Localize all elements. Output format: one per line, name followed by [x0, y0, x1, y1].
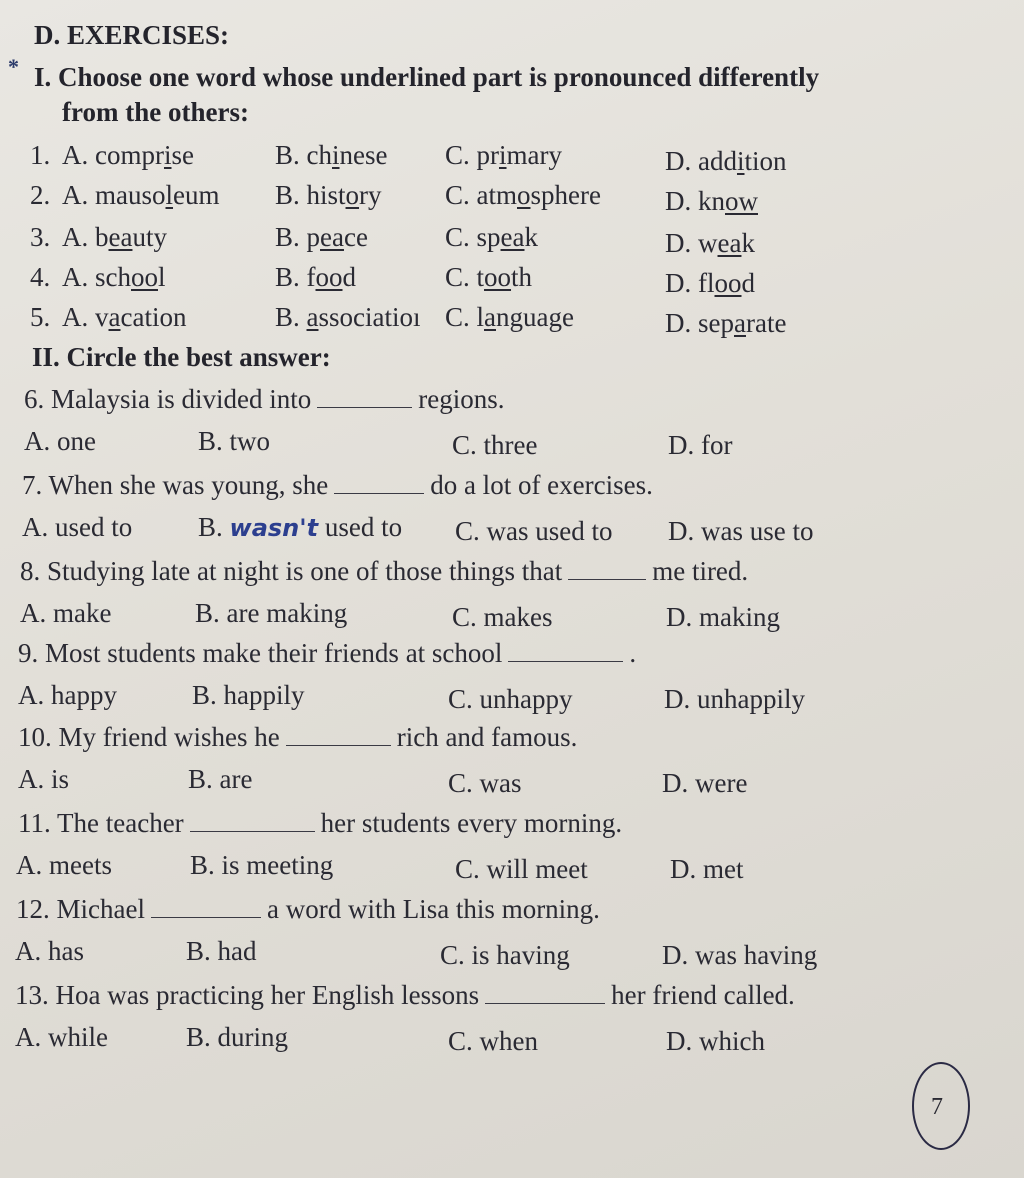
- answer-option-b[interactable]: [195, 598, 347, 629]
- option-text: A. compr: [62, 140, 164, 170]
- option-label: used to: [324, 512, 403, 542]
- question-text: [22, 470, 653, 501]
- underlined-part: oo: [714, 268, 742, 298]
- option-label: D. were: [662, 768, 748, 798]
- underlined-part: a: [734, 308, 746, 338]
- underlined-part: i: [499, 140, 507, 170]
- option-a[interactable]: [62, 302, 186, 333]
- option-text: C. l: [445, 302, 485, 332]
- underlined-part: i: [163, 140, 172, 170]
- option-label: D. met: [670, 854, 744, 884]
- answer-option-b[interactable]: [192, 680, 305, 711]
- answer-option-c[interactable]: [448, 768, 522, 799]
- question-text: [24, 384, 504, 415]
- option-text: B. p: [275, 222, 321, 252]
- option-text: D. add: [665, 146, 737, 176]
- option-text: D. fl: [665, 268, 715, 298]
- option-d[interactable]: [665, 268, 755, 299]
- option-a[interactable]: [62, 222, 167, 253]
- underlined-part: i: [332, 140, 340, 170]
- option-label: C. three: [452, 430, 538, 460]
- option-text: B. hist: [275, 180, 346, 210]
- question-number: 2.: [30, 180, 51, 210]
- option-text: cation: [120, 302, 187, 332]
- option-text: C. sp: [445, 222, 501, 252]
- underlined-part: l: [165, 180, 174, 210]
- option-label: D. was having: [662, 940, 818, 970]
- option-text: k: [524, 222, 538, 252]
- option-label: A. make: [20, 598, 112, 628]
- answer-option-a[interactable]: [22, 512, 132, 543]
- option-b[interactable]: [275, 222, 368, 253]
- option-c[interactable]: [445, 302, 574, 333]
- option-text: ssociatioı: [318, 302, 421, 332]
- underlined-part: a: [108, 302, 121, 332]
- underlined-part: ow: [725, 186, 758, 216]
- answer-blank[interactable]: [190, 830, 315, 832]
- underlined-part: ea: [108, 222, 133, 252]
- option-label: B. happily: [192, 680, 305, 710]
- answer-blank[interactable]: [568, 578, 646, 580]
- answer-option-d[interactable]: [666, 1026, 765, 1057]
- option-c[interactable]: [445, 262, 532, 293]
- answer-option-b[interactable]: [186, 936, 257, 967]
- option-text: eum: [173, 180, 220, 210]
- underlined-part: a: [484, 302, 496, 332]
- option-text: A. b: [62, 222, 109, 252]
- underlined-part: oo: [315, 262, 343, 292]
- option-text: B. f: [275, 262, 316, 292]
- option-d[interactable]: [665, 228, 755, 259]
- question-end: rich and famous.: [396, 722, 578, 752]
- answer-option-d[interactable]: [668, 516, 813, 547]
- part1-heading-cont: from the others:: [62, 97, 249, 127]
- option-d[interactable]: [665, 308, 786, 339]
- option-text: l: [158, 262, 166, 292]
- answer-option-a[interactable]: [24, 426, 96, 457]
- option-label: B. are making: [195, 598, 348, 628]
- option-text: C. t: [445, 262, 485, 292]
- question-stem: 8. Studying late at night is one of those things that: [20, 556, 563, 586]
- option-text: C. atm: [445, 180, 517, 210]
- option-a[interactable]: [62, 180, 220, 211]
- underlined-part: ea: [500, 222, 525, 252]
- answer-option-d[interactable]: [662, 768, 747, 799]
- option-label: C. makes: [452, 602, 553, 632]
- option-a[interactable]: [62, 262, 166, 293]
- option-label: C. was used to: [455, 516, 613, 546]
- answer-option-d[interactable]: [666, 602, 780, 633]
- answer-option-c[interactable]: [452, 430, 537, 461]
- answer-option-a[interactable]: [18, 764, 69, 795]
- option-d[interactable]: [665, 146, 787, 177]
- question-end: her friend called.: [611, 980, 795, 1010]
- option-text: A. v: [62, 302, 109, 332]
- option-text: C. pr: [445, 140, 499, 170]
- handwritten-note: wasn't: [229, 514, 319, 542]
- option-label: A. used to: [22, 512, 133, 542]
- star-mark-icon: *: [8, 54, 19, 79]
- part2-heading: II. Circle the best answer:: [32, 342, 331, 372]
- option-label: C. will meet: [455, 854, 588, 884]
- answer-option-c[interactable]: [455, 516, 613, 547]
- option-label: C. unhappy: [448, 684, 573, 714]
- underlined-part: o: [517, 180, 531, 210]
- question-end: .: [629, 638, 637, 668]
- question-text: [18, 722, 577, 753]
- question-number: 4.: [30, 262, 51, 292]
- answer-option-a[interactable]: [15, 1022, 108, 1053]
- option-text: B.: [275, 302, 307, 332]
- question-text: [15, 980, 795, 1011]
- underlined-part: a: [306, 302, 319, 332]
- answer-option-a[interactable]: [20, 598, 111, 629]
- option-label: A. one: [24, 426, 96, 456]
- question-number: 3.: [30, 222, 51, 252]
- option-b[interactable]: [275, 262, 356, 293]
- answer-option-d[interactable]: [664, 684, 805, 715]
- answer-blank[interactable]: [151, 916, 261, 918]
- question-stem: 10. My friend wishes he: [18, 722, 280, 752]
- answer-option-c[interactable]: [448, 1026, 538, 1057]
- option-text: ry: [359, 180, 382, 210]
- option-text: d: [741, 268, 755, 298]
- answer-option-d[interactable]: [668, 430, 732, 461]
- option-text: A. mauso: [62, 180, 166, 210]
- answer-blank[interactable]: [317, 406, 412, 408]
- question-end: regions.: [418, 384, 505, 414]
- option-text: k: [741, 228, 755, 258]
- option-a[interactable]: [62, 140, 194, 171]
- option-c[interactable]: [445, 140, 562, 171]
- option-label: A. happy: [18, 680, 117, 710]
- underlined-part: ea: [717, 228, 742, 258]
- answer-option-c[interactable]: [448, 684, 573, 715]
- option-text: uty: [132, 222, 167, 252]
- option-text: sphere: [530, 180, 601, 210]
- option-label: D. making: [666, 602, 780, 632]
- option-label: B. two: [198, 426, 271, 456]
- answer-option-b[interactable]: [198, 512, 402, 543]
- option-label: A. is: [18, 764, 70, 794]
- page-number: 7: [931, 1094, 943, 1120]
- option-text: D. sep: [665, 308, 734, 338]
- answer-option-d[interactable]: [670, 854, 744, 885]
- option-text: nguage: [496, 302, 574, 332]
- option-c[interactable]: [445, 180, 601, 211]
- option-text: B. ch: [275, 140, 332, 170]
- answer-blank[interactable]: [485, 1002, 605, 1004]
- option-label: D. which: [666, 1026, 765, 1056]
- option-text: th: [511, 262, 533, 292]
- option-c[interactable]: [445, 222, 538, 253]
- question-stem: 12. Michael: [16, 894, 145, 924]
- question-stem: 13. Hoa was practicing her English lessons: [15, 980, 480, 1010]
- option-label: C. when: [448, 1026, 538, 1056]
- answer-option-a[interactable]: [16, 850, 112, 881]
- option-label: C. is having: [440, 940, 570, 970]
- option-label: D. was use to: [668, 516, 814, 546]
- question-text: [16, 894, 600, 925]
- answer-option-a[interactable]: [18, 680, 117, 711]
- option-label: B.: [198, 512, 223, 542]
- answer-option-c[interactable]: [440, 940, 570, 971]
- option-text: D. w: [665, 228, 718, 258]
- option-text: d: [342, 262, 356, 292]
- option-label: D. unhappily: [664, 684, 805, 714]
- question-text: [18, 808, 622, 839]
- option-label: A. while: [15, 1022, 108, 1052]
- option-text: tion: [744, 146, 787, 176]
- option-label: B. are: [188, 764, 253, 794]
- question-end: do a lot of exercises.: [430, 470, 653, 500]
- answer-option-c[interactable]: [455, 854, 588, 885]
- question-number: 1.: [30, 140, 51, 170]
- answer-option-a[interactable]: [15, 936, 84, 967]
- option-text: rate: [745, 308, 787, 338]
- question-text: [18, 638, 636, 669]
- question-number: 5.: [30, 302, 51, 332]
- option-label: A. meets: [16, 850, 112, 880]
- question-text: [20, 556, 748, 587]
- answer-option-d[interactable]: [662, 940, 817, 971]
- option-text: ce: [343, 222, 368, 252]
- part1-heading: I. Choose one word whose underlined part is pronounced differently: [34, 62, 820, 92]
- answer-option-b[interactable]: [198, 426, 270, 457]
- answer-option-b[interactable]: [188, 764, 252, 795]
- question-stem: 7. When she was young, she: [22, 470, 329, 500]
- underlined-part: o: [345, 180, 360, 210]
- question-stem: 6. Malaysia is divided into: [24, 384, 312, 414]
- underlined-part: i: [736, 146, 745, 176]
- option-text: A. sch: [62, 262, 131, 292]
- answer-blank[interactable]: [334, 492, 424, 494]
- option-label: B. is meeting: [190, 850, 334, 880]
- option-label: A. has: [15, 936, 84, 966]
- option-text: mary: [506, 140, 562, 170]
- underlined-part: oo: [484, 262, 512, 292]
- answer-blank[interactable]: [508, 660, 623, 662]
- option-label: C. was: [448, 768, 522, 798]
- option-text: D. kn: [665, 186, 725, 216]
- option-text: se: [171, 140, 194, 170]
- answer-option-b[interactable]: [190, 850, 333, 881]
- option-d[interactable]: [665, 186, 758, 217]
- underlined-part: ea: [320, 222, 344, 252]
- question-stem: 9. Most students make their friends at school: [18, 638, 503, 668]
- option-b[interactable]: [275, 180, 382, 211]
- question-end: a word with Lisa this morning.: [266, 894, 600, 924]
- section-title: D. EXERCISES:: [34, 20, 230, 50]
- option-text: nese: [339, 140, 388, 170]
- question-stem: 11. The teacher: [18, 808, 184, 838]
- option-label: B. during: [186, 1022, 289, 1052]
- question-end: me tired.: [652, 556, 749, 586]
- question-end: her students every morning.: [320, 808, 623, 838]
- option-b[interactable]: [275, 140, 388, 171]
- option-label: D. for: [668, 430, 733, 460]
- option-label: B. had: [186, 936, 257, 966]
- answer-option-b[interactable]: [186, 1022, 288, 1053]
- answer-option-c[interactable]: [452, 602, 553, 633]
- option-b[interactable]: [275, 302, 421, 333]
- answer-blank[interactable]: [286, 744, 391, 746]
- underlined-part: oo: [131, 262, 158, 292]
